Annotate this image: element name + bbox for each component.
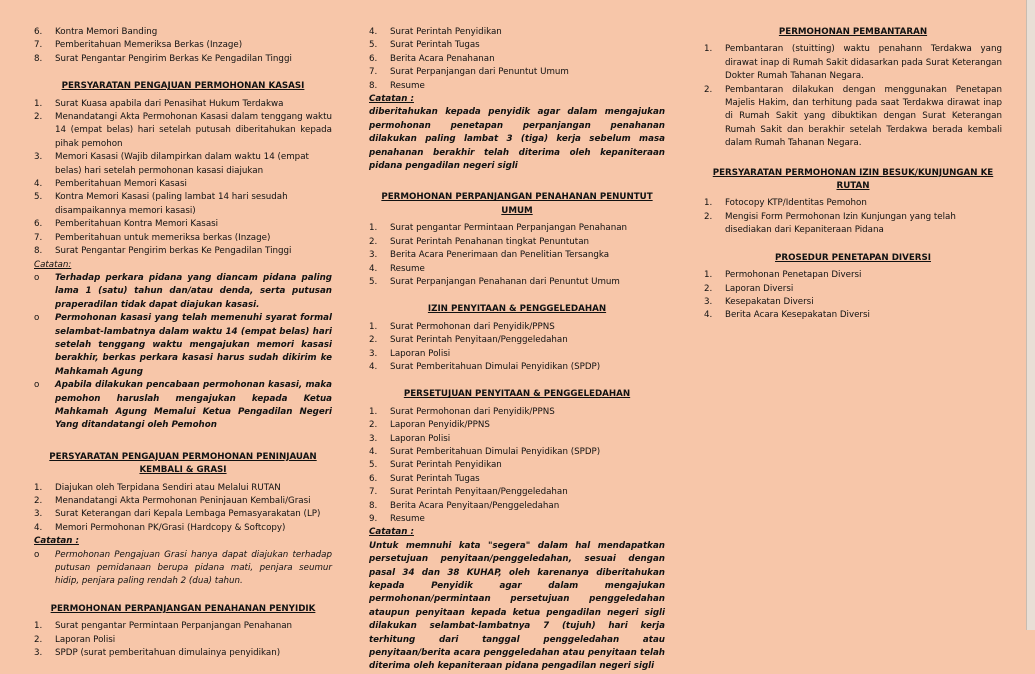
list-item — [34, 634, 332, 647]
list-col1-top — [34, 26, 332, 66]
note-label-pk: Catatan : — [34, 536, 79, 547]
vertical-scrollbar[interactable] — [1026, 0, 1035, 630]
list-item — [34, 53, 332, 66]
list-item — [704, 43, 1002, 83]
item-text: Surat Pengantar Pengirim Berkas Ke Pengadilan Tinggi — [55, 53, 292, 64]
list-item — [369, 249, 665, 262]
list-item — [369, 406, 665, 419]
item-text: Surat pengantar Permintaan Perpanjangan Penahanan — [390, 223, 628, 234]
item-text: Surat Kuasa apabila dari Penasihat Hukum Terdakwa — [55, 98, 284, 109]
heading-izin-penyitaan: IZIN PENYITAAN & PENGGELEDAHAN — [427, 304, 607, 315]
item-text: Laporan Diversi — [725, 283, 794, 294]
item-number: 1. — [704, 44, 713, 55]
item-number: 5. — [369, 40, 378, 51]
item-number: 2. — [34, 634, 43, 645]
item-text: SPDP (surat pemberitahuan dimulainya penyidikan) — [55, 648, 281, 659]
item-text: Memori Permohonan PK/Grasi (Hardcopy & Softcopy) — [55, 522, 286, 533]
item-number: 7. — [34, 40, 43, 51]
item-number: 9. — [369, 514, 378, 524]
list-diversi — [704, 269, 1002, 323]
item-number: 1. — [34, 621, 43, 632]
list-item — [34, 647, 332, 660]
item-number: 4. — [34, 522, 43, 533]
item-number: 2. — [34, 496, 43, 506]
note-text-penyidik: diberitahukan kepada penyidik agar dalam mengajukan permohonan penetapan perpanjangan penahanan dilakukan paling lambat 3 (tiga) kerja sebelum masa penahanan berakhir telah diterima oleh kepaniteraan pidana pengadilan negeri sigli — [369, 107, 665, 172]
item-number: 2. — [369, 335, 378, 346]
heading-penuntut-umum: PERMOHONAN PERPANJANGAN PENAHANAN PENUNTUT UMUM — [381, 192, 653, 216]
list-item — [34, 26, 332, 39]
list-item — [369, 236, 665, 249]
item-number: 3. — [369, 348, 378, 359]
item-text: Pemberitahuan untuk memeriksa berkas (Inzage) — [55, 232, 271, 243]
item-text: Laporan Polisi — [390, 348, 451, 359]
list-item — [369, 486, 665, 499]
list-item — [34, 218, 332, 231]
list-item — [369, 222, 665, 235]
item-number: 7. — [369, 487, 378, 498]
item-number: 3. — [704, 296, 713, 307]
item-number: 5. — [369, 460, 378, 471]
item-text: Mengisi Form Permohonan Izin Kunjungan yang telah disediakan dari Kepaniteraan Pidana — [725, 211, 956, 236]
list-item — [34, 620, 332, 633]
item-number: 2. — [34, 112, 43, 123]
note-text: Apabila dilakukan pencabaan permohonan kasasi, maka pemohon haruslah mengajukan kepada Ketua Mahkamah Agung Memalui Ketua Pengadilan Negeri Yang ditandatangi oleh Pemohon — [55, 380, 332, 431]
list-item — [369, 26, 665, 39]
heading-pembantaran: PERMOHONAN PEMBANTARAN — [778, 27, 928, 37]
bullet: o — [34, 272, 40, 283]
list-item — [369, 446, 665, 459]
item-text: Resume — [390, 514, 425, 524]
list-item — [34, 98, 332, 111]
item-text: Surat Perintah Tugas — [390, 40, 480, 51]
item-number: 5. — [34, 192, 43, 203]
list-item — [369, 513, 665, 526]
item-number: 1. — [369, 223, 378, 234]
list-item — [704, 296, 1002, 309]
item-text: Berita Acara Penerimaan dan Penelitian Tersangka — [390, 250, 610, 261]
item-text: Pembantaran dilakukan dengan menggunakan Penetapan Majelis Hakim, dan terhitung pada saat Terdakwa dirawat inap di Rumah Sakit yang dibuktikan dengan Surat Keterangan Rumah Sakit dan berakhir setelah Terdakwa berada kembali dalam Rumah Tahanan Negara. — [725, 84, 1002, 149]
item-number: 8. — [369, 500, 378, 511]
list-penyidik — [34, 620, 332, 660]
list-item — [369, 361, 665, 374]
note-label-persetujuan: Catatan : — [369, 527, 414, 538]
column-middle — [369, 26, 665, 674]
item-number: 8. — [34, 53, 43, 64]
list-item — [704, 309, 1002, 322]
list-item — [369, 276, 665, 289]
item-text: Berita Acara Penyitaan/Penggeledahan — [390, 500, 560, 511]
item-text: Permohonan Penetapan Diversi — [725, 270, 862, 281]
item-number: 7. — [369, 67, 378, 78]
list-item — [369, 263, 665, 276]
list-item — [34, 111, 332, 151]
item-text: Surat Pemberitahuan Dimulai Penyidikan (SPDP) — [390, 446, 601, 457]
item-text: Surat Keterangan dari Kepala Lembaga Pemasyarakatan (LP) — [55, 509, 321, 520]
item-number: 6. — [34, 219, 43, 230]
item-text: Pemberitahuan Kontra Memori Kasasi — [55, 219, 219, 230]
list-item — [34, 508, 332, 521]
list-item — [369, 473, 665, 486]
list-pk — [34, 482, 332, 536]
list-izin-penyitaan — [369, 321, 665, 375]
list-item — [34, 245, 332, 258]
item-text: Surat Perintah Penyidikan — [390, 27, 502, 37]
heading-diversi: PROSEDUR PENETAPAN DIVERSI — [775, 252, 931, 263]
item-number: 3. — [369, 433, 378, 444]
list-col2-top — [369, 26, 665, 93]
item-text: Laporan Polisi — [55, 634, 116, 645]
item-text: Pemberitahuan Memeriksa Berkas (Inzage) — [55, 40, 243, 51]
item-number: 2. — [704, 84, 713, 95]
list-item — [34, 522, 332, 535]
item-number: 1. — [704, 198, 713, 209]
note-text: Permohonan kasasi yang telah memenuhi syarat formal selambat-lambatnya dalam waktu 14 (empat belas) hari setelah tenggang waktu mengajukan memori kasasi berakhir, berkas perkara kasasi harus sudah dikirim ke Mahkamah Agung — [55, 313, 332, 377]
bullet: o — [34, 549, 40, 560]
list-item — [704, 211, 1002, 238]
item-text: Memori Kasasi (Wajib dilampirkan dalam waktu 14 (empat belas) hari setelah permohonan kasasi diajukan — [55, 152, 309, 176]
note-item — [34, 549, 332, 589]
bullet: o — [34, 380, 40, 391]
list-item — [34, 495, 332, 508]
item-number: 8. — [369, 80, 378, 91]
note-text: Terhadap perkara pidana yang diancam pidana paling lama 1 (satu) tahun dan/atau denda, serta putusan praperadilan tidak dapat diajukan kasasi. — [55, 272, 332, 310]
item-number: 6. — [369, 53, 378, 64]
list-item — [369, 348, 665, 361]
item-text: Surat Perpanjangan dari Penuntut Umum — [390, 67, 569, 78]
list-izin-besuk — [704, 197, 1002, 237]
item-number: 7. — [34, 232, 43, 243]
list-item — [704, 84, 1002, 151]
list-item — [704, 269, 1002, 282]
item-number: 1. — [34, 98, 43, 109]
item-number: 4. — [704, 310, 713, 321]
item-text: Surat Perintah Penyitaan/Penggeledahan — [390, 335, 568, 346]
item-text: Fotocopy KTP/Identitas Pemohon — [725, 198, 867, 209]
item-number: 3. — [34, 648, 43, 659]
item-number: 2. — [704, 283, 713, 294]
list-item — [369, 459, 665, 472]
item-number: 3. — [34, 152, 43, 163]
list-item — [369, 66, 665, 79]
note-text: Permohonan Pengajuan Grasi hanya dapat diajukan terhadap putusan pemidanaan berupa pidana mati, penjara seumur hidip, penjara paling rendah 2 (dua) tahun. — [55, 549, 332, 587]
item-text: Surat Perintah Penahanan tingkat Penuntutan — [390, 236, 590, 247]
item-number: 3. — [34, 509, 43, 520]
item-text: Kontra Memori Kasasi (paling lambat 14 hari sesudah disampaikannya memori kasasi) — [55, 192, 288, 216]
column-right — [704, 26, 1002, 323]
item-text: Laporan Penyidik/PPNS — [390, 420, 490, 431]
item-text: Surat pengantar Permintaan Perpanjangan Penahanan — [55, 621, 293, 632]
item-text: Menandatangi Akta Permohonan Kasasi dalam tenggang waktu 14 (empat belas) hari setelah putusah diberitahukan kepada pihak pemohon — [55, 112, 332, 149]
note-item — [34, 312, 332, 379]
list-item — [369, 419, 665, 432]
list-persetujuan-penyitaan — [369, 406, 665, 527]
item-number: 8. — [34, 246, 43, 257]
item-text: Laporan Polisi — [390, 433, 451, 444]
item-text: Surat Perintah Tugas — [390, 473, 480, 484]
list-item — [34, 482, 332, 495]
list-item — [369, 500, 665, 513]
item-number: 4. — [369, 446, 378, 457]
note-item — [34, 379, 332, 433]
list-item — [704, 283, 1002, 296]
item-text: Surat Permohonan dari Penyidik/PPNS — [390, 321, 555, 332]
heading-pk-grasi: PERSYARATAN PENGAJUAN PERMOHONAN PENINJAUAN KEMBALI & GRASI — [49, 451, 317, 476]
note-label-kasasi: Catatan: — [34, 259, 72, 270]
item-text: Surat Permohonan dari Penyidik/PPNS — [390, 406, 555, 417]
item-text: Surat Perpanjangan Penahanan dari Penuntut Umum — [390, 276, 620, 287]
item-number: 3. — [369, 250, 378, 261]
list-item — [34, 39, 332, 52]
item-text: Surat Pengantar Pengirim berkas Ke Pengadilan Tinggi — [55, 246, 292, 257]
list-item — [34, 178, 332, 191]
heading-persetujuan-penyitaan: PERSETUJUAN PENYITAAN & PENGGELEDAHAN — [403, 389, 631, 400]
item-text: Berita Acara Penahanan — [390, 53, 495, 64]
item-text: Pembantaran (stuitting) waktu penahann Terdakwa yang dirawat inap di Rumah Sakit didasarkan pada Surat Keterangan Dokter Rumah Tahanan Negara. — [725, 44, 1002, 82]
note-text-persetujuan: Untuk memnuhi kata "segera" dalam hal mendapatkan persetujuan penyitaan/penggeledahan, sesuai dengan pasal 34 dan 38 KUHAP, oleh karenanya diberitahukan kepada Penyidik agar dalam mengajukan permohonan/permintaan persetujuan penggeledahan ataupun penyitaan kepada ketua pengadilan negeri sigli dilakukan selambat-lambatnya 7 (tujuh) hari kerja terhitung dari tanggal penggeledahan atau penyitaan/berita acara penggeledahan atau penyitaan telah diterima oleh kepaniteraan pidana pengadilan negeri sigli — [369, 540, 665, 672]
item-number: 4. — [34, 179, 43, 190]
list-item — [369, 433, 665, 446]
item-number: 1. — [369, 321, 378, 332]
list-penuntut-umum — [369, 222, 665, 289]
item-number: 4. — [369, 263, 378, 274]
list-item — [369, 39, 665, 52]
item-text: Resume — [390, 263, 425, 274]
heading-izin-besuk: PERSYARATAN PERMOHONAN IZIN BESUK/KUNJUNGAN KE RUTAN — [712, 167, 994, 192]
item-number: 1. — [369, 406, 378, 417]
list-item — [369, 53, 665, 66]
item-number: 5. — [369, 276, 378, 287]
item-text: Surat Perintah Penyidikan — [390, 460, 502, 471]
item-text: Pemberitahuan Memori Kasasi — [55, 179, 187, 190]
note-label-penyidik: Catatan : — [369, 94, 414, 105]
item-text: Diajukan oleh Terpidana Sendiri atau Melalui RUTAN — [55, 482, 281, 493]
item-text: Surat Perintah Penyitaan/Penggeledahan — [390, 487, 568, 498]
item-text: Berita Acara Kesepakatan Diversi — [725, 310, 870, 321]
list-item — [704, 197, 1002, 210]
list-kasasi — [34, 98, 332, 259]
item-number: 6. — [369, 473, 378, 484]
item-text: Menandatangi Akta Permohonan Peninjauan Kembali/Grasi — [55, 496, 311, 506]
item-number: 2. — [369, 236, 378, 247]
item-number: 2. — [704, 211, 713, 222]
heading-penyidik: PERMOHONAN PERPANJANGAN PENAHANAN PENYIDIK — [50, 603, 316, 614]
item-text: Resume — [390, 80, 425, 91]
item-text: Kontra Memori Banding — [55, 27, 158, 37]
item-number: 1. — [34, 482, 43, 493]
item-number: 4. — [369, 361, 378, 372]
list-item — [369, 334, 665, 347]
item-number: 1. — [704, 270, 713, 281]
item-text: Surat Pemberitahuan Dimulai Penyidikan (SPDP) — [390, 361, 601, 372]
list-item — [369, 80, 665, 93]
note-item — [34, 272, 332, 312]
column-left — [34, 26, 332, 660]
list-pembantaran — [704, 43, 1002, 150]
item-number: 4. — [369, 27, 378, 37]
heading-kasasi: PERSYARATAN PENGAJUAN PERMOHONAN KASASI — [61, 81, 305, 92]
item-text: Kesepakatan Diversi — [725, 296, 814, 307]
list-item — [34, 151, 332, 178]
item-number: 2. — [369, 420, 378, 431]
list-item — [369, 321, 665, 334]
list-item — [34, 191, 332, 218]
item-number: 6. — [34, 27, 43, 37]
list-item — [34, 232, 332, 245]
bullet: o — [34, 313, 40, 324]
